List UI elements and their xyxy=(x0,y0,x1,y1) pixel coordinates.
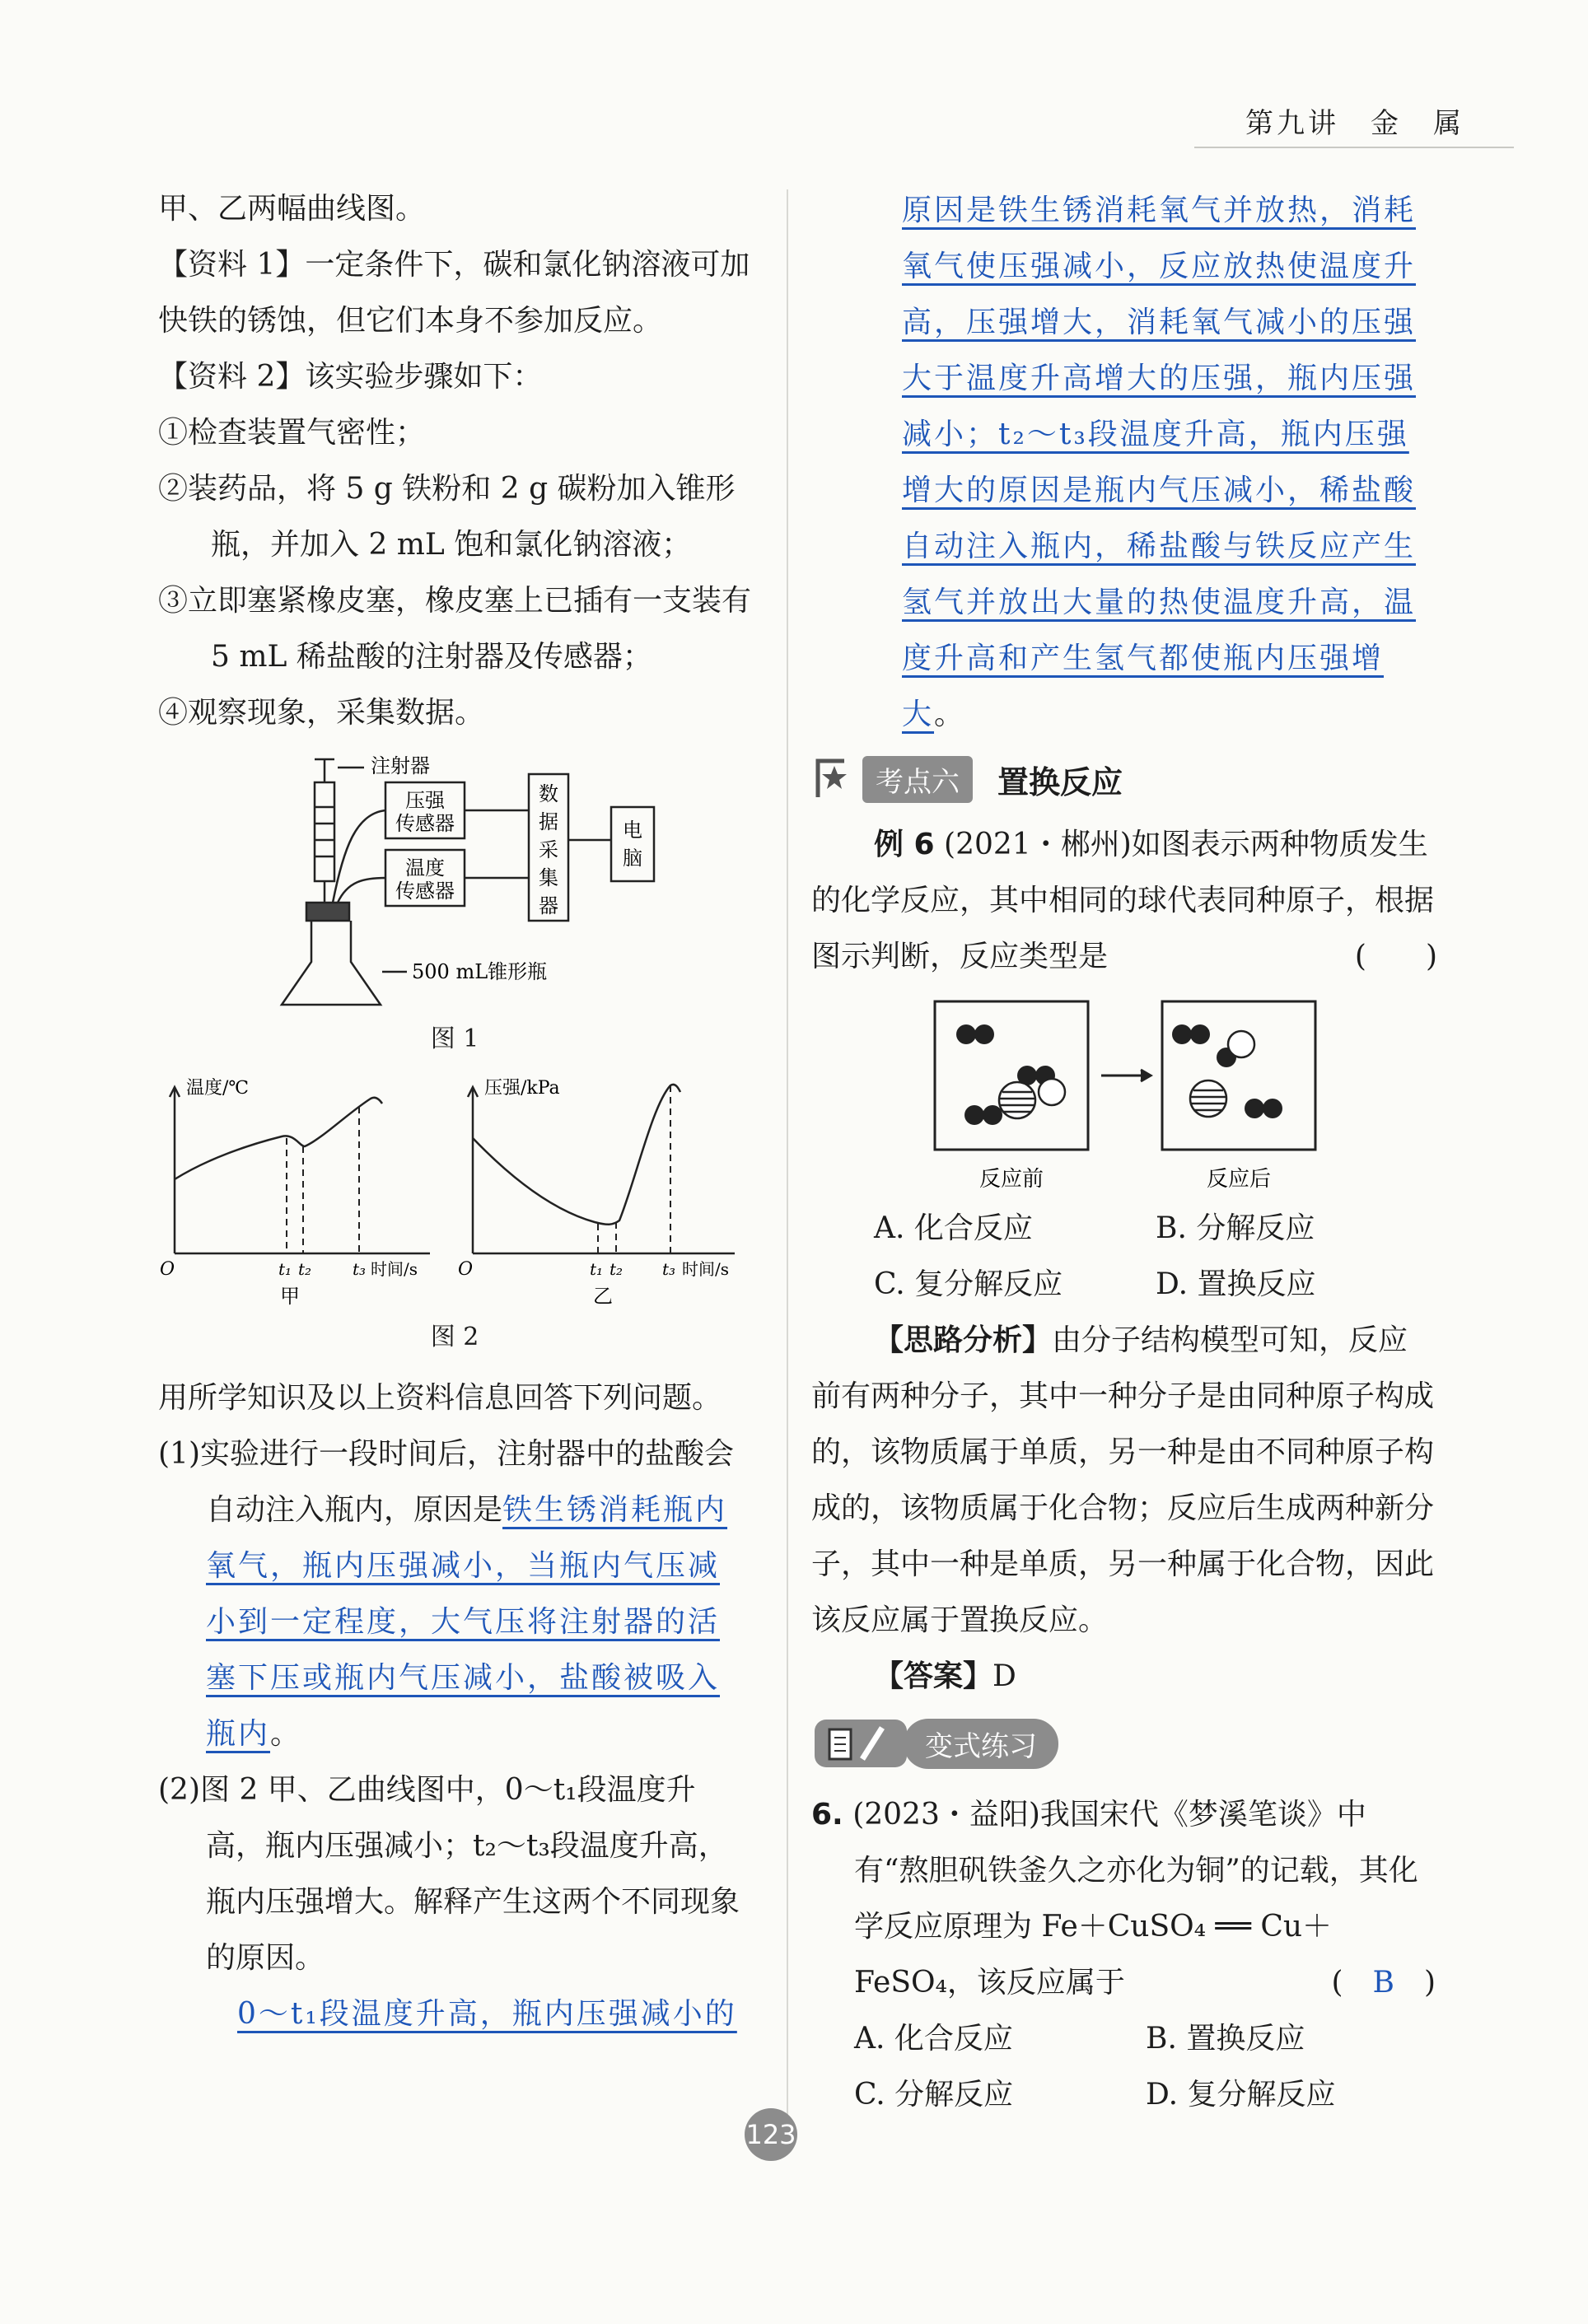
analysis xyxy=(811,1313,1437,1649)
q6-option-d: D. 复分解反应 xyxy=(1146,2078,1336,2112)
q6-option-a: A. 化合反应 xyxy=(854,2022,1013,2056)
syringe-label: 注射器 xyxy=(371,754,430,777)
after-label: 反应后 xyxy=(1206,1167,1272,1192)
before-label: 反应前 xyxy=(978,1167,1044,1192)
q6-options-row-2 xyxy=(811,2067,1437,2123)
pressure-sensor-label-1: 压强 xyxy=(405,789,445,812)
practice-title: 变式练习 xyxy=(904,1719,1058,1769)
question-6-paren-right: ) xyxy=(1424,1966,1436,2000)
question-1-period: 。 xyxy=(270,1717,301,1751)
material-2-title: 【资料 2】该实验步骤如下： xyxy=(158,360,543,394)
figure-1-caption: 图 1 xyxy=(430,1024,479,1053)
question-2: (2)图 2 甲、乙曲线图中，0～t₁段温度升高，瓶内压强减小；t₂～t₃段温度升高，瓶内压强增大。解释产生这两个不同现象的原因。 xyxy=(158,1773,740,1975)
right-column xyxy=(811,183,1437,2123)
jia-label: 甲 xyxy=(280,1285,300,1308)
collector-char: 采 xyxy=(539,838,558,861)
star-flag-icon xyxy=(811,754,862,804)
question-1 xyxy=(158,1426,751,1762)
collector-char: 数 xyxy=(539,782,558,805)
question-2-period: 。 xyxy=(934,698,964,731)
jia-ylabel: 温度/℃ xyxy=(186,1078,250,1099)
pressure-curve xyxy=(473,1085,680,1225)
temperature-curve xyxy=(175,1098,382,1179)
question-intro: 用所学知识及以上资料信息回答下列问题。 xyxy=(158,1381,722,1415)
computer-char: 电 xyxy=(623,819,642,842)
intro-text: 甲、乙两幅曲线图。 xyxy=(158,192,426,226)
options-row-1 xyxy=(811,1201,1437,1257)
q6-option-c: C. 分解反应 xyxy=(854,2078,1014,2112)
question-2-answer-start xyxy=(158,1986,751,2042)
figure-2-caption: 图 2 xyxy=(430,1323,479,1351)
option-d: D. 置换反应 xyxy=(1156,1267,1316,1301)
header-rule xyxy=(1194,147,1514,148)
section-label: 考点六 xyxy=(862,756,973,803)
analysis-label: 【思路分析】 xyxy=(874,1323,1053,1357)
question-6-answer: B xyxy=(1372,1966,1394,2000)
example-6 xyxy=(811,817,1437,985)
question-1-answer: 铁生锈消耗瓶内氧气，瓶内压强减小，当瓶内气压减小到一定程度，大气压将注射器的活塞下压或瓶内气压减小，盐酸被吸入瓶内 xyxy=(206,1493,728,1751)
options-row-2 xyxy=(811,1257,1437,1313)
origin-jia: O xyxy=(160,1259,175,1280)
question-6 xyxy=(811,1787,1437,2011)
option-c: C. 复分解反应 xyxy=(874,1267,1063,1301)
collector-char: 器 xyxy=(539,894,558,917)
example-text: (2021・郴州)如图表示两种物质发生的化学反应，其中相同的球代表同种原子，根据图示判断，反应类型是 xyxy=(811,828,1435,973)
example-paren: ( ) xyxy=(1354,940,1437,973)
reaction-diagram xyxy=(910,995,1338,1201)
t1-yi: t₁ xyxy=(590,1259,604,1279)
t3-jia: t₃ xyxy=(353,1259,367,1279)
option-b: B. 分解反应 xyxy=(1156,1211,1315,1245)
q6-option-b: B. 置换反应 xyxy=(1146,2022,1305,2056)
material-1: 【资料 1】一定条件下，碳和氯化钠溶液可加快铁的锈蚀，但它们本身不参加反应。 xyxy=(158,248,750,338)
answer xyxy=(811,1649,1437,1705)
flask-label: 500 mL锥形瓶 xyxy=(412,960,548,983)
option-a: A. 化合反应 xyxy=(874,1211,1033,1245)
chapter-header: 第九讲 金 属 xyxy=(1245,107,1464,140)
pressure-sensor-label-2: 传感器 xyxy=(395,812,455,835)
practice-heading xyxy=(811,1716,1437,1771)
xlabel-yi: 时间/s xyxy=(682,1259,730,1279)
t1-jia: t₁ xyxy=(278,1259,292,1279)
step-3: ③立即塞紧橡皮塞，橡皮塞上已插有一支装有 5 mL 稀盐酸的注射器及传感器； xyxy=(158,584,752,674)
analysis-text: 由分子结构模型可知，反应前有两种分子，其中一种分子是由同种原子构成的，该物质属于单质，另一种是由不同种原子构成的，该物质属于化合物；反应后生成两种新分子，其中一种是单质，另一种属于化合物，因此该反应属于置换反应。 xyxy=(811,1323,1435,1637)
question-2-answer-part1: 0～t₁段温度升高，瓶内压强减小的 xyxy=(237,1997,737,2031)
section-title: 置换反应 xyxy=(997,763,1123,800)
t2-yi: t₂ xyxy=(610,1259,624,1279)
answer-label: 【答案】 xyxy=(874,1659,993,1693)
step-1: ①检查装置气密性； xyxy=(158,416,426,450)
figure-2-curves xyxy=(158,1072,751,1311)
computer-char: 脑 xyxy=(623,847,642,870)
question-6-text: (2023・益阳)我国宋代《梦溪笔谈》中有“熬胆矾铁釜久之亦化为铜”的记载，其化学反应原理为 Fe＋CuSO₄ ══ Cu＋FeSO₄，该反应属于 xyxy=(852,1798,1418,2000)
question-6-paren-left: ( xyxy=(1331,1966,1343,2000)
yi-label: 乙 xyxy=(593,1285,613,1308)
page-number: 123 xyxy=(745,2108,797,2161)
q6-options-row-1 xyxy=(811,2011,1437,2067)
book-pen-icon xyxy=(811,1716,910,1771)
collector-char: 据 xyxy=(539,810,558,833)
example-label: 例 6 xyxy=(874,828,935,861)
answer-value: D xyxy=(992,1659,1016,1693)
question-6-answer-box xyxy=(1331,1955,1437,2011)
yi-ylabel: 压强/kPa xyxy=(484,1078,560,1099)
t3-yi: t₃ xyxy=(662,1259,676,1279)
xlabel-jia: 时间/s xyxy=(371,1259,418,1279)
step-2: ②装药品，将 5 g 铁粉和 2 g 碳粉加入锥形瓶，并加入 2 mL 饱和氯化钠溶液； xyxy=(158,472,736,562)
column-divider xyxy=(787,189,788,2149)
question-1-text: (1)实验进行一段时间后，注射器中的盐酸会自动注入瓶内，原因是 xyxy=(158,1437,734,1527)
figure-1-apparatus xyxy=(191,749,718,1013)
section-heading xyxy=(811,754,1437,804)
collector-char: 集 xyxy=(539,866,558,889)
t2-jia: t₂ xyxy=(298,1259,312,1279)
question-2-answer-cont xyxy=(811,183,1437,743)
temp-sensor-label-2: 传感器 xyxy=(395,880,455,903)
left-column xyxy=(158,181,751,2042)
temp-sensor-label-1: 温度 xyxy=(405,856,445,880)
origin-yi: O xyxy=(458,1259,474,1280)
question-6-number: 6. xyxy=(811,1798,843,1832)
question-2-answer-part2: 原因是铁生锈消耗氧气并放热，消耗氧气使压强减小，反应放热使温度升高，压强增大，消耗氧气减小的压强大于温度升高增大的压强，瓶内压强减小；t₂～t₃段温度升高，瓶内压强增大的原因是瓶内气压减小，稀盐酸自动注入瓶内，稀盐酸与铁反应产生氢气并放出大量的热使温度升高，温度升高和产生氢气都使瓶内压强增大 xyxy=(902,194,1417,731)
step-4: ④观察现象，采集数据。 xyxy=(158,696,485,730)
